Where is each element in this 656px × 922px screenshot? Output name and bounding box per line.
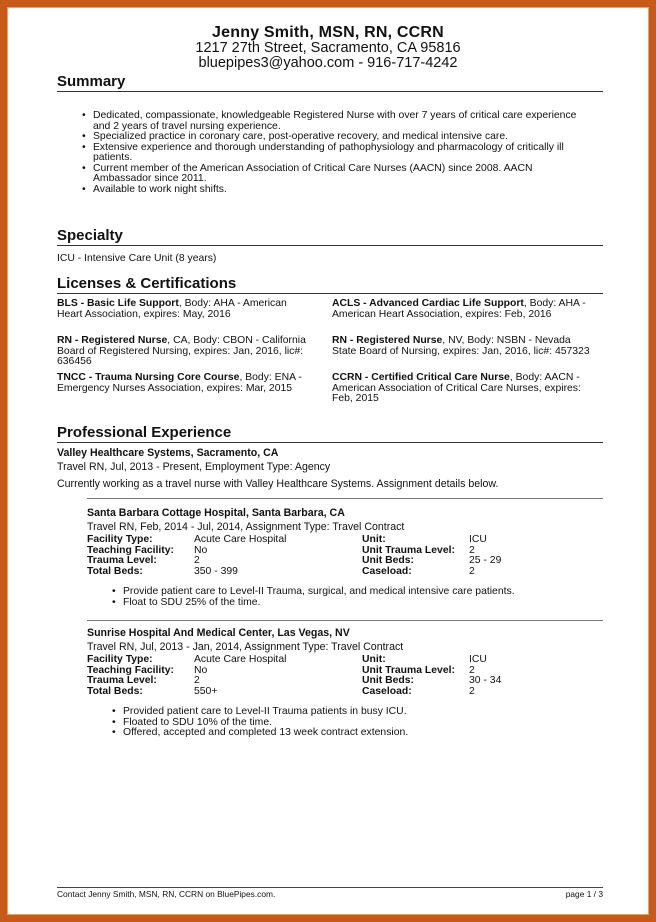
assignment-facts-left <box>87 535 286 577</box>
fact-row: Teaching Facility: No <box>87 544 208 556</box>
licenses-heading: Licenses & Certifications <box>57 275 237 292</box>
fact-row: Unit Trauma Level: 2 <box>362 664 475 676</box>
candidate-contact: bluepipes3@yahoo.com - 916-717-4242 <box>198 55 458 71</box>
licenses-rule <box>57 293 603 294</box>
fact-row: Total Beds: 350 - 399 <box>87 565 238 577</box>
duty-item: • Floated to SDU 10% of the time. <box>111 718 611 729</box>
duty-item: • Provided patient care to Level-II Trauma patients in busy ICU. <box>111 707 611 718</box>
license-item: TNCC - Trauma Nursing Core Course, Body: ENA - Emergency Nurses Association, expires: Mar, 2015 <box>57 372 302 394</box>
page-frame <box>7 7 649 915</box>
candidate-name: Jenny Smith, MSN, RN, CCRN <box>212 24 444 41</box>
assignment-hospital: Santa Barbara Cottage Hospital, Santa Barbara, CA <box>87 507 345 519</box>
employer-description: Currently working as a travel nurse with Valley Healthcare Systems. Assignment details below. <box>57 478 499 490</box>
candidate-address: 1217 27th Street, Sacramento, CA 95816 <box>195 40 461 56</box>
fact-row: Trauma Level: 2 <box>87 675 200 686</box>
footer-contact: Contact Jenny Smith, MSN, RN, CCRN on BluePipes.com. <box>57 889 276 899</box>
assignment-role: Travel RN, Jul, 2013 - Jan, 2014, Assignment Type: Travel Contract <box>87 641 404 653</box>
fact-row: Trauma Level: 2 <box>87 555 200 566</box>
assignment-facts-left <box>87 655 286 697</box>
experience-rule <box>57 442 603 443</box>
fact-row: Unit: ICU <box>362 654 487 665</box>
specialty-rule <box>57 245 603 246</box>
duty-item: • Provide patient care to Level-II Trauma, surgical, and medical intensive care patients. <box>111 587 611 598</box>
fact-row: Caseload: 2 <box>362 685 475 697</box>
assignment-facts-right <box>362 535 501 577</box>
assignment-rule <box>87 498 603 499</box>
employer-role: Travel RN, Jul, 2013 - Present, Employment Type: Agency <box>57 461 331 473</box>
specialty-text: ICU - Intensive Care Unit (8 years) <box>57 253 217 264</box>
fact-row: Caseload: 2 <box>362 565 475 577</box>
resume-page <box>7 7 649 915</box>
fact-row: Unit Trauma Level: 2 <box>362 544 475 556</box>
fact-row: Unit: ICU <box>362 534 487 545</box>
duty-item: • Offered, accepted and completed 13 week contract extension. <box>111 728 611 739</box>
page-number: page 1 / 3 <box>565 889 603 899</box>
fact-row: Facility Type: Acute Care Hospital <box>87 534 287 545</box>
summary-rule <box>57 91 603 92</box>
license-item: CCRN - Certified Critical Care Nurse, Body: AACN - American Association of Critical Care Nurses, expires: Feb, 2015 <box>332 372 581 404</box>
assignment-hospital: Sunrise Hospital And Medical Center, Las Vegas, NV <box>87 627 350 639</box>
license-item: RN - Registered Nurse, CA, Body: CBON - California Board of Registered Nursing, expires: Jan, 2016, lic#: 636456 <box>57 335 306 367</box>
fact-row: Facility Type: Acute Care Hospital <box>87 654 287 665</box>
summary-list <box>81 111 621 195</box>
license-item: BLS - Basic Life Support, Body: AHA - American Heart Association, expires: May, 2016 <box>57 298 287 320</box>
fact-row: Total Beds: 550+ <box>87 685 218 697</box>
assignment-rule <box>87 620 603 621</box>
summary-item: • Extensive experience and thorough understanding of pathophysiology and pharmacology of critically ill patients. <box>81 143 621 164</box>
footer-rule <box>57 887 603 888</box>
summary-item: • Available to work night shifts. <box>81 185 621 196</box>
assignment-role: Travel RN, Feb, 2014 - Jul, 2014, Assignment Type: Travel Contract <box>87 521 405 533</box>
specialty-heading: Specialty <box>57 227 123 244</box>
summary-item: • Dedicated, compassionate, knowledgeable Registered Nurse with over 7 years of critical care experience and 2 years of travel nursing experience. <box>81 111 621 132</box>
license-item: ACLS - Advanced Cardiac Life Support, Body: AHA - American Heart Association, expires: Feb, 2016 <box>332 298 586 320</box>
summary-item: • Specialized practice in coronary care, post-operative recovery, and medical intensive care. <box>81 132 621 143</box>
assignment-duties <box>111 587 611 608</box>
experience-heading: Professional Experience <box>57 424 232 441</box>
duty-item: • Float to SDU 25% of the time. <box>111 598 611 609</box>
license-item: RN - Registered Nurse, NV, Body: NSBN - Nevada State Board of Nursing, expires: Jan, 2016, lic#: 457323 <box>332 335 590 357</box>
employer-name: Valley Healthcare Systems, Sacramento, CA <box>57 447 279 459</box>
summary-item: • Current member of the American Association of Critical Care Nurses (AACN) since 2008. AACN Ambassador since 2011. <box>81 164 621 185</box>
fact-row: Unit Beds: 30 - 34 <box>362 675 502 686</box>
fact-row: Teaching Facility: No <box>87 664 208 676</box>
assignment-facts-right <box>362 655 501 697</box>
fact-row: Unit Beds: 25 - 29 <box>362 555 502 566</box>
summary-heading: Summary <box>57 73 126 90</box>
assignment-duties <box>111 707 611 739</box>
